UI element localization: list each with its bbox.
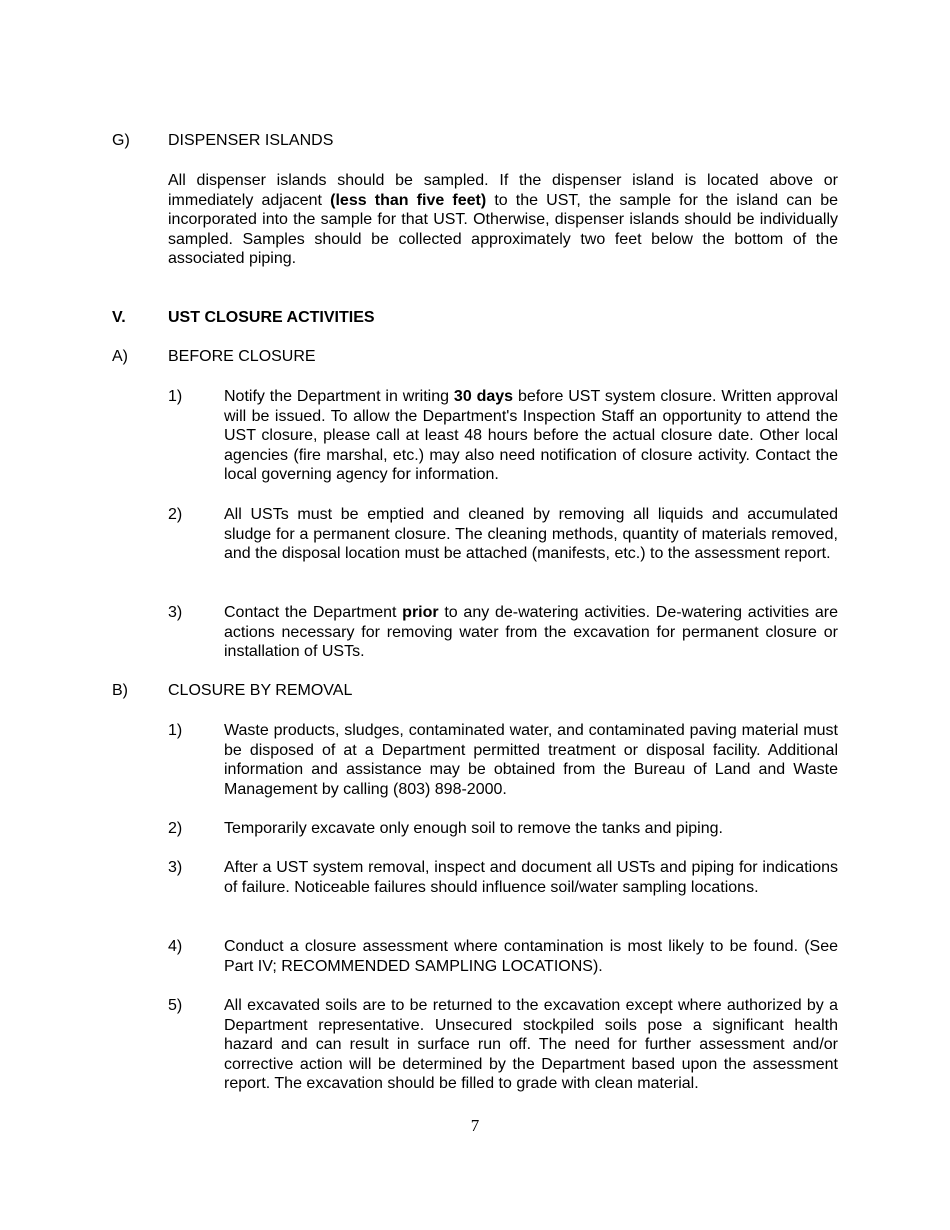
- list-item-number: 3): [168, 604, 183, 621]
- text-segment: before UST system closure. Written approval will be issued. To allow the Department's Inspection Staff an opportunity to attend the UST closure, please call at least 48 hours before the actual closure date. Other local agencies (fire marshal, etc.) may also need notification of closure activity. Contact the local governing agency for information.: [224, 388, 839, 484]
- bold-text: prior: [402, 604, 439, 621]
- section-v-label: V.: [112, 309, 126, 326]
- list-item-number: 5): [168, 997, 183, 1014]
- section-a-label: A): [112, 348, 128, 365]
- text-segment: Notify the Department in writing: [224, 388, 454, 405]
- list-item-number: 1): [168, 388, 183, 405]
- list-item-number: 2): [168, 506, 183, 523]
- list-item-text: Temporarily excavate only enough soil to remove the tanks and piping.: [224, 820, 723, 837]
- section-g-bold-text: (less than five feet): [330, 191, 487, 209]
- list-item-text: After a UST system removal, inspect and document all USTs and piping for indications of failure. Noticeable failures should influence soil/water sampling locations.: [224, 859, 838, 896]
- list-item-number: 4): [168, 938, 183, 955]
- list-item-text: All USTs must be emptied and cleaned by removing all liquids and accumulated sludge for a permanent closure. The cleaning methods, quantity of materials removed, and the disposal location must be attached (manifests, etc.) to the assessment report.: [224, 506, 838, 563]
- list-item-text: Conduct a closure assessment where contamination is most likely to be found. (See Part IV; RECOMMENDED SAMPLING LOCATIONS).: [224, 938, 838, 975]
- section-g-title: DISPENSER ISLANDS: [168, 132, 334, 149]
- section-g-text-end: to the UST, the sample for the island can be incorporated into the sample for that UST. Otherwise, dispenser islands should be individually sampled. Samples should be collected approximately two feet below the bottom of the associated piping.: [168, 191, 838, 268]
- list-item-number: 3): [168, 859, 183, 876]
- list-item-text: [224, 603, 838, 662]
- list-item-text: Waste products, sludges, contaminated water, and contaminated paving material must be disposed of at a Department permitted treatment or disposal facility. Additional information and assistance may be obtained from the Bureau of Land and Waste Management by calling (803) 898-2000.: [224, 722, 838, 798]
- section-v-heading: UST CLOSURE ACTIVITIES: [168, 309, 375, 326]
- section-b-label: B): [112, 682, 128, 699]
- bold-text: 30 days: [453, 388, 514, 405]
- section-g-text-start: All dispenser islands should be sampled. If the dispenser island is located above or immediately adjacent: [168, 172, 838, 209]
- section-g-paragraph: [168, 171, 838, 269]
- list-item-number: 1): [168, 722, 183, 739]
- section-g-label: G): [112, 132, 130, 149]
- section-a-title: BEFORE CLOSURE: [168, 348, 316, 365]
- list-item-text: [224, 387, 838, 485]
- list-item-number: 2): [168, 820, 183, 837]
- list-item-text: All excavated soils are to be returned to the excavation except where authorized by a Department representative. Unsecured stockpiled soils pose a significant health hazard and can result in surface run off. The need for further assessment and/or corrective action will be determined by the Department based upon the assessment report. The excavation should be filled to grade with clean material.: [224, 997, 838, 1093]
- text-segment: to any de-watering activities. De-watering activities are actions necessary for removing water from the excavation for permanent closure or installation of USTs.: [224, 604, 839, 661]
- text-segment: Contact the Department: [224, 604, 403, 621]
- section-b-title: CLOSURE BY REMOVAL: [168, 682, 353, 699]
- page-number: 7: [470, 1116, 480, 1135]
